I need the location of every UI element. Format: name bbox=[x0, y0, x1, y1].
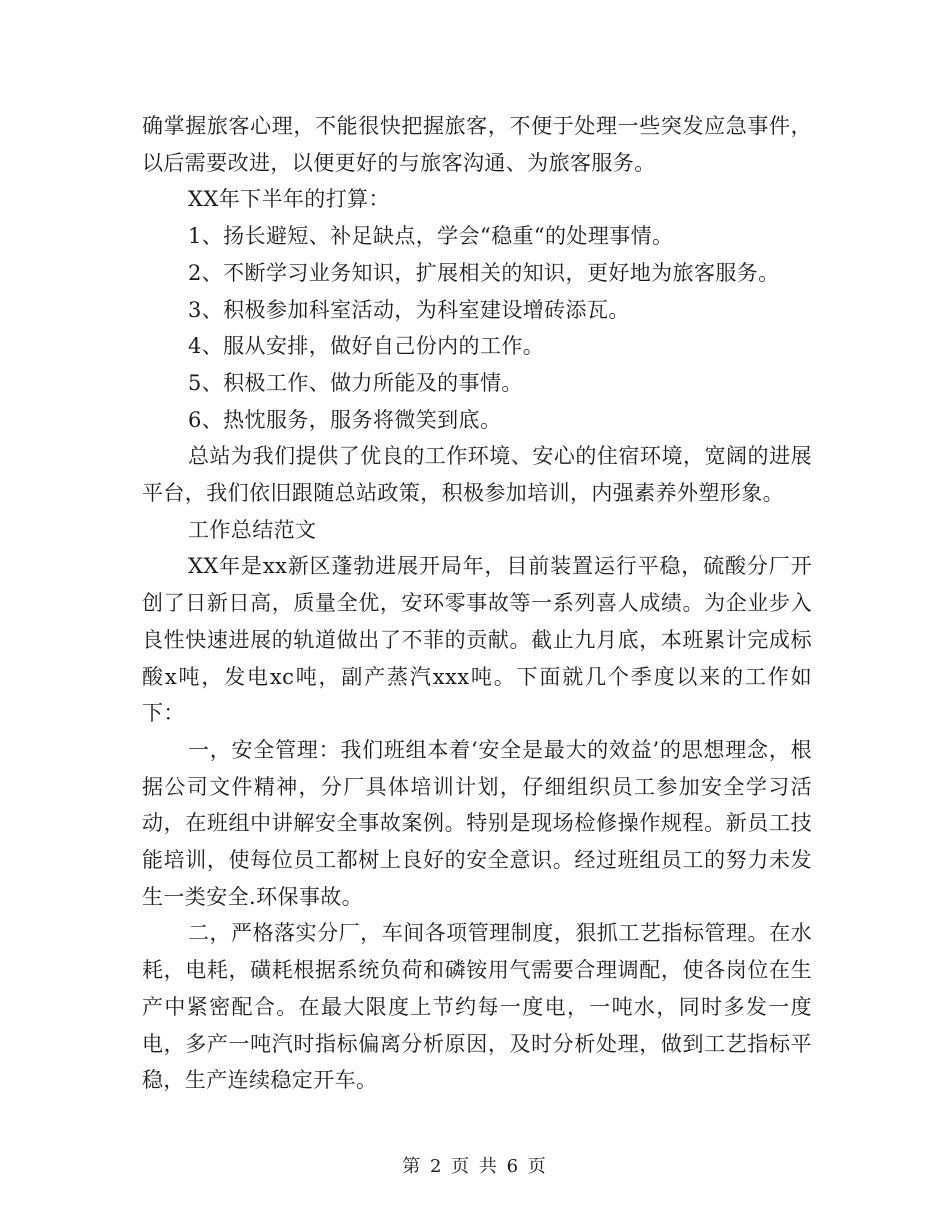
paragraph-plan-heading: XX年下半年的打算： bbox=[188, 187, 390, 212]
paragraph-closing: 总站为我们提供了优良的工作环境、安心的住宿环境，宽阔的进展平台，我们依旧跟随总站政策，积极参加培训，内强素养外塑形象。 bbox=[142, 444, 812, 506]
section-title: 工作总结范文 bbox=[188, 517, 317, 542]
paragraph-safety: 一，安全管理：我们班组本着‘安全是最大的效益’的思想理念，根据公司文件精神，分厂具体培训计划，仔细组织员工参加安全学习活动，在班组中讲解安全事故案例。特别是现场检修操作规程。新员工技能培训，使每位员工都树上良好的安全意识。经过班组员工的努力未发生一类安全.环保事故。 bbox=[142, 737, 812, 909]
list-item-4: 4、服从安排，做好自己份内的工作。 bbox=[188, 334, 545, 359]
paragraph-management: 二，严格落实分厂，车间各项管理制度，狠抓工艺指标管理。在水耗，电耗，磺耗根据系统负荷和磷铵用气需要合理调配，使各岗位在生产中紧密配合。在最大限度上节约每一度电，一吨水，同时多发一度电，多产一吨汽时指标偏离分析原因，及时分析处理，做到工艺指标平稳，生产连续稳定开车。 bbox=[142, 921, 812, 1093]
list-item-5: 5、积极工作、做力所能及的事情。 bbox=[188, 370, 523, 395]
document-body bbox=[142, 108, 812, 1099]
paragraph-continuation: 确掌握旅客心理，不能很快把握旅客，不便于处理一些突发应急事件，以后需要改进，以便更好的与旅客沟通、为旅客服务。 bbox=[142, 114, 812, 175]
list-item-2: 2、不断学习业务知识，扩展相关的知识，更好地为旅客服务。 bbox=[188, 260, 780, 285]
list-item-3: 3、积极参加科室活动，为科室建设增砖添瓦。 bbox=[188, 297, 630, 322]
paragraph-intro: XX年是xx新区蓬勃进展开局年，目前装置运行平稳，硫酸分厂开创了日新日高，质量全优，安环零事故等一系列喜人成绩。为企业步入良性快速进展的轨道做出了不菲的贡献。截止九月底，本班累计完成标酸x吨，发电xc吨，副产蒸汽xxx吨。下面就几个季度以来的工作如下： bbox=[142, 554, 812, 726]
list-item-1: 1、扬长避短、补足缺点，学会“稳重“的处理事情。 bbox=[188, 224, 674, 249]
list-item-6: 6、热忱服务，服务将微笑到底。 bbox=[188, 407, 502, 432]
page-number-footer: 第 2 页 共 6 页 bbox=[402, 1156, 548, 1177]
